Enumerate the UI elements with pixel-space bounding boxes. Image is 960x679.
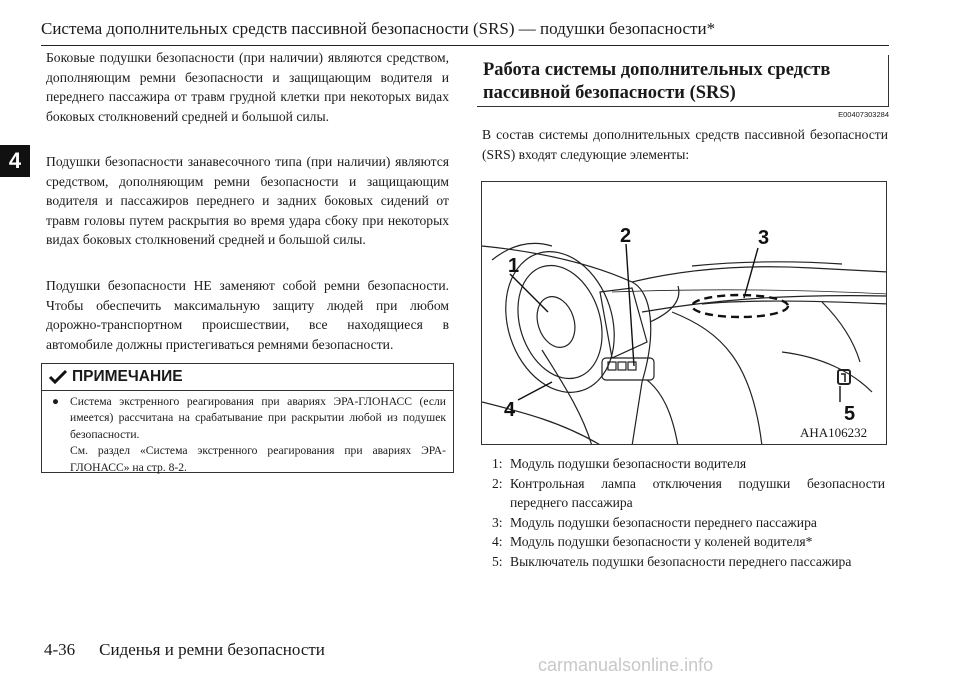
legend-item: [492, 454, 885, 474]
figure-label-5: 5: [844, 403, 856, 425]
legend-text: Выключатель подушки безопасности переднего пассажира: [510, 553, 852, 569]
figure-label-1: 1: [508, 255, 520, 277]
note-item-ref: [52, 443, 446, 476]
legend-number: 4:: [492, 534, 503, 550]
legend-text: Модуль подушки безопасности у коленей водителя*: [510, 534, 813, 550]
header-rule: [41, 45, 889, 46]
section-title: Работа системы дополнительных средств пассивной безопасности (SRS): [483, 60, 831, 103]
legend-text: Модуль подушки безопасности переднего пассажира: [510, 514, 817, 530]
legend-number: 3:: [492, 514, 503, 530]
passenger-airbag-outline: [692, 295, 788, 317]
note-item: [52, 394, 446, 443]
checkmark-icon: [48, 369, 68, 385]
legend-text: Контрольная лампа отключения подушки безопасности переднего пассажира: [510, 475, 885, 511]
paragraph-curtain-airbags: Подушки безопасности занавесочного типа (при наличии) являются средством, дополняющим ремни безопасности и защищающим водителя и пассажиров переднего и задних боковых сидений от травм головы путем раскрытия во время удара сбоку при некоторых видах боковых столкновений средней и большой силы.: [46, 154, 449, 248]
dashboard-illustration: [482, 182, 887, 445]
figure-legend: [492, 454, 885, 572]
legend-item: [492, 532, 885, 552]
page-footer: [44, 640, 325, 660]
bullet-icon: ●: [52, 395, 60, 408]
chapter-tab: 4: [0, 145, 30, 177]
watermark: carmanualsonline.info: [538, 655, 714, 675]
figure-code: AHA106232: [800, 425, 868, 440]
legend-item: [492, 552, 885, 572]
note-text-1: Система экстренного реагирования при авариях ЭРА-ГЛОНАСС (если имеется) рассчитана на срабатывание при раскрытии любой из подушек безопасности.: [70, 395, 446, 441]
page-number: 4-36: [44, 640, 76, 659]
legend-number: 1:: [492, 456, 503, 471]
footer-section: Сиденья и ремни безопасности: [99, 640, 325, 659]
figure-label-2: 2: [620, 225, 632, 247]
legend-number: 5:: [492, 553, 503, 569]
figure-label-3: 3: [758, 227, 770, 249]
section-intro: В состав системы дополнительных средств пассивной безопасности (SRS) входят следующие элементы:: [482, 127, 888, 162]
note-title-label: ПРИМЕЧАНИЕ: [72, 368, 183, 385]
section-header-box: [477, 55, 889, 107]
section-code: E00407303284: [838, 110, 889, 119]
paragraph-side-airbags: Боковые подушки безопасности (при наличии) являются средством, дополняющим ремни безопасности и защищающим водителя и переднего пассажира от травм грудной клетки при некоторых видах боковых столкновений средней и большой силы.: [46, 50, 449, 124]
page-header: Система дополнительных средств пассивной безопасности (SRS) — подушки безопасности*: [41, 19, 716, 38]
note-text-2: См. раздел «Система экстренного реагирования при авариях ЭРА-ГЛОНАСС» на стр. 8-2.: [70, 444, 446, 474]
note-rule: [42, 390, 453, 391]
note-box: [41, 363, 454, 473]
figure-label-4: 4: [504, 399, 516, 421]
airbag-figure: [481, 181, 887, 445]
legend-number: 2:: [492, 475, 503, 491]
legend-item: [492, 513, 885, 533]
note-title: [48, 368, 183, 386]
paragraph-seatbelt-warning: Подушки безопасности НЕ заменяют собой ремни безопасности. Чтобы обеспечить максимальную защиту людей при любом дорожно-транспортном происшествии, все находящиеся в автомобиле должны пристегиваться ремнями безопасности.: [46, 278, 449, 352]
note-body: [52, 394, 446, 476]
legend-text: Модуль подушки безопасности водителя: [510, 456, 747, 471]
legend-item: [492, 474, 885, 513]
